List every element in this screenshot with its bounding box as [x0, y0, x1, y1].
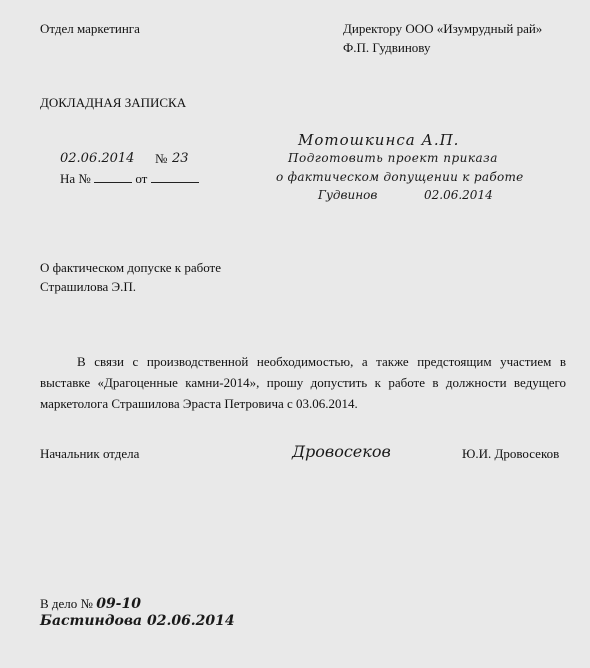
recipient-line-1: Директору ООО «Изумрудный рай» [343, 21, 543, 36]
body-paragraph: В связи с производственной необходимостью, а также предстоящим участием в выставке «Драгоценные камни-2014», прошу допустить к работе в должности ведущего маркетолога Страшилова Эраста Петровича с 03.06.2014. [40, 354, 566, 411]
registration-date: 02.06.2014 [60, 151, 135, 166]
department-label: Отдел маркетинга [40, 21, 140, 36]
reference-number-blank [94, 172, 132, 183]
reference-prefix: На № [60, 171, 91, 186]
filing-prefix: В дело № [40, 596, 93, 611]
resolution-line-3: о фактическом допущении к работе [276, 170, 524, 184]
reference-date-blank [151, 172, 199, 183]
handwritten-signature: Дровосеков [292, 442, 391, 461]
filing-signature: Бастиндова 02.06.2014 [40, 613, 235, 629]
subject-line-2: Страшилова Э.П. [40, 279, 137, 294]
filing-number: 09-10 [96, 596, 141, 612]
document-title: ДОКЛАДНАЯ ЗАПИСКА [40, 95, 187, 110]
subject-line-1: О фактическом допуске к работе [40, 260, 221, 275]
recipient-line-2: Ф.П. Гудвинову [343, 40, 431, 55]
reference-line [60, 171, 199, 187]
registration-number-label: № [155, 151, 168, 166]
signature-position: Начальник отдела [40, 446, 140, 461]
registration-number: 23 [172, 151, 189, 166]
resolution-name: Гудвинов [318, 188, 378, 202]
resolution-line-2: Подготовить проект приказа [288, 151, 498, 165]
resolution-line-1: Мотошкинса А.П. [298, 131, 460, 149]
signatory-name: Ю.И. Дровосеков [462, 446, 560, 461]
resolution-date: 02.06.2014 [424, 188, 493, 202]
filing-line [40, 596, 141, 612]
reference-from: от [135, 171, 148, 186]
